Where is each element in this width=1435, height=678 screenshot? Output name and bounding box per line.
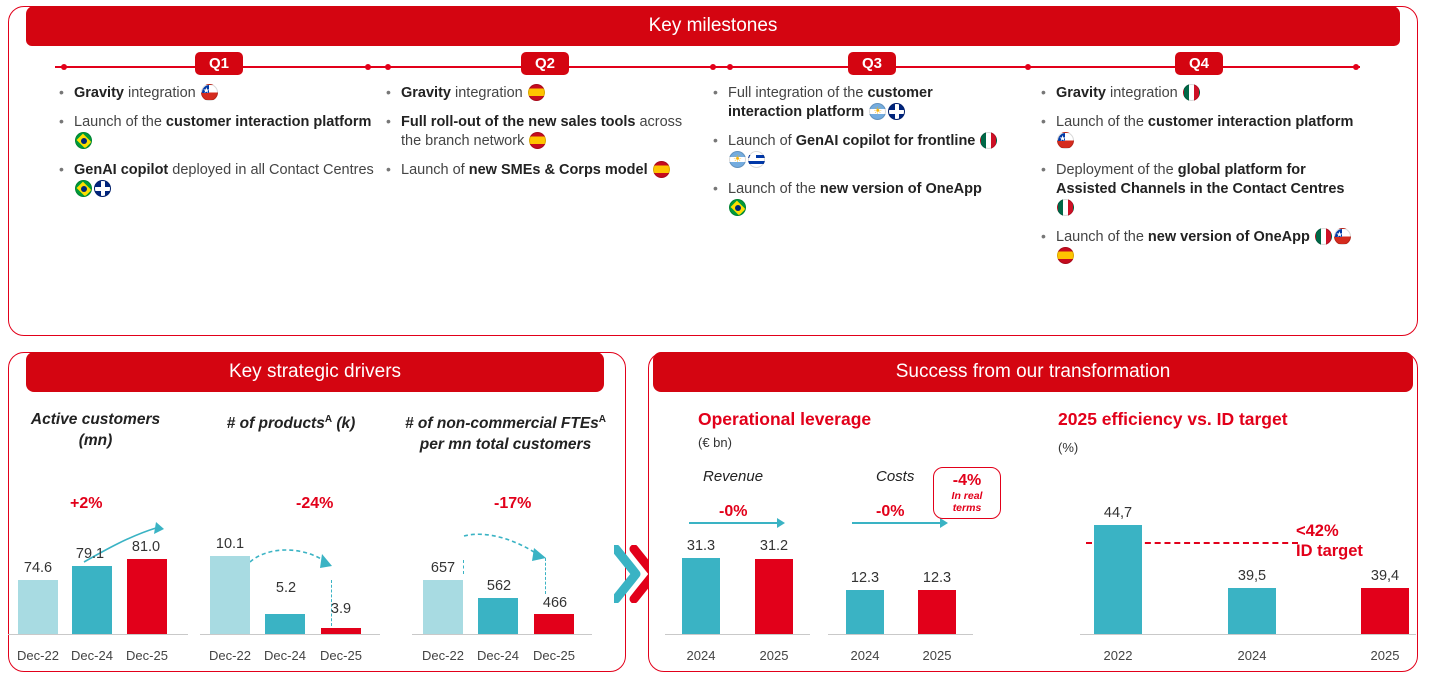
chart2-value-1: 5.2 <box>275 580 297 596</box>
chart2-title: # of products$^A$ (k) <box>226 414 356 433</box>
chart3-value-1: 562 <box>486 578 512 594</box>
milestone-item: • Launch of new SMEs & Corps model <box>383 161 703 180</box>
key-milestones-title: Key milestones <box>648 15 778 36</box>
milestone-item: • Deployment of the global platform for Assisted Channels in the Contact Centres <box>1038 161 1358 218</box>
chart1-delta: +2% <box>70 495 103 512</box>
milestone-list-q3 <box>710 84 1000 218</box>
chart2-xlabel-2: Dec-25 <box>320 648 362 663</box>
op-costs-arrowhead-icon <box>940 518 948 528</box>
chart3-bar-1 <box>478 598 518 634</box>
milestone-item: • Full roll-out of the new sales tools across the branch network <box>383 113 703 151</box>
timeline-dot <box>61 64 67 70</box>
efficiency-value-2: 39,4 <box>1370 568 1400 584</box>
timeline-dot <box>710 64 716 70</box>
op-costs-arrow <box>852 522 940 524</box>
efficiency-title: 2025 efficiency vs. ID target <box>1058 409 1288 429</box>
op-revenue-xlabel-1: 2025 <box>759 648 789 663</box>
timeline-dot <box>1025 64 1031 70</box>
milestone-item: • Gravity integration ★ <box>56 84 376 103</box>
timeline-dot <box>727 64 733 70</box>
chart3-value-2: 466 <box>542 595 568 611</box>
quarter-badge-q4: Q4 <box>1175 52 1223 75</box>
chart3-dash-v2 <box>545 558 546 594</box>
chart1-bar-1 <box>72 566 112 634</box>
efficiency-value-0: 44,7 <box>1103 505 1133 521</box>
chart2-bar-0 <box>210 556 250 634</box>
chart3-bar-2 <box>534 614 574 634</box>
op-series-label-revenue: Revenue <box>703 468 764 485</box>
chart3-axis <box>412 634 592 635</box>
chart3-xlabel-1: Dec-24 <box>477 648 519 663</box>
chart2-value-2: 3.9 <box>330 601 352 617</box>
quarter-column-q1 <box>56 84 376 209</box>
milestone-item: • Full integration of the customer interaction platform ☀ <box>710 84 1000 122</box>
chart3-xlabel-0: Dec-22 <box>422 648 464 663</box>
chart1-value-0: 74.6 <box>23 560 53 576</box>
quarter-column-q2 <box>383 84 703 190</box>
chart1-axis <box>8 634 188 635</box>
chart3-xlabel-2: Dec-25 <box>533 648 575 663</box>
milestone-item: • Launch of the new version of OneApp <box>710 180 1000 218</box>
chart1-bar-0 <box>18 580 58 634</box>
op-leverage-subtitle: (€ bn) <box>698 435 732 450</box>
timeline-dot <box>385 64 391 70</box>
op-revenue-arrow <box>689 522 777 524</box>
key-milestones-header <box>26 6 1400 46</box>
chart2-value-0: 10.1 <box>215 536 245 552</box>
chart1-bar-2 <box>127 559 167 634</box>
chart2-axis <box>200 634 380 635</box>
quarter-badge-q1: Q1 <box>195 52 243 75</box>
efficiency-bar-0 <box>1094 525 1142 634</box>
op-revenue-arrowhead-icon <box>777 518 785 528</box>
op-revenue-delta: -0% <box>719 503 748 520</box>
success-transformation-title: Success from our transformation <box>895 361 1171 382</box>
chart2-xlabel-1: Dec-24 <box>264 648 306 663</box>
key-strategic-drivers-title: Key strategic drivers <box>228 361 402 382</box>
op-costs-value-0: 12.3 <box>850 570 880 586</box>
efficiency-bar-1 <box>1228 588 1276 634</box>
chart3-bar-0 <box>423 580 463 634</box>
op-costs-value-1: 12.3 <box>922 570 952 586</box>
efficiency-xlabel-2: 2025 <box>1370 648 1400 663</box>
chart3-delta: -17% <box>494 495 532 512</box>
op-revenue-axis <box>665 634 810 635</box>
chart1-value-1: 79.1 <box>75 546 105 562</box>
milestone-item: • Launch of the new version of OneApp ★ <box>1038 228 1358 266</box>
success-transformation-header <box>653 352 1413 392</box>
op-revenue-xlabel-0: 2024 <box>686 648 716 663</box>
op-costs-axis <box>828 634 973 635</box>
op-costs-delta: -0% <box>876 503 905 520</box>
chart1-xlabel-1: Dec-24 <box>71 648 113 663</box>
quarter-badge-q3: Q3 <box>848 52 896 75</box>
op-costs-xlabel-1: 2025 <box>922 648 952 663</box>
milestone-item: • Launch of the customer interaction platform ★ <box>1038 113 1358 151</box>
milestone-item: • Gravity integration <box>1038 84 1358 103</box>
key-strategic-drivers-header <box>26 352 604 392</box>
chart1-value-2: 81.0 <box>131 539 161 555</box>
op-revenue-bar-0 <box>682 558 720 634</box>
timeline-dot <box>365 64 371 70</box>
chart2-xlabel-0: Dec-22 <box>209 648 251 663</box>
milestone-list-q4 <box>1038 84 1358 266</box>
quarter-column-q4 <box>1038 84 1358 276</box>
efficiency-axis <box>1080 634 1416 635</box>
chart1-xlabel-2: Dec-25 <box>126 648 168 663</box>
chart2-bar-1 <box>265 614 305 634</box>
real-terms-value: -4% <box>952 472 982 489</box>
timeline-dot <box>1353 64 1359 70</box>
chart2-delta: -24% <box>296 495 334 512</box>
op-leverage-title: Operational leverage <box>698 409 872 429</box>
chart3-value-0: 657 <box>430 560 456 576</box>
milestone-item: • Launch of GenAI copilot for frontline ☀ <box>710 132 1000 170</box>
real-terms-callout <box>933 467 1001 519</box>
milestone-item: • Launch of the customer interaction platform <box>56 113 376 151</box>
op-revenue-bar-1 <box>755 559 793 634</box>
milestone-item: • GenAI copilot deployed in all Contact Centres <box>56 161 376 199</box>
chart3-title: # of non-commercial FTEs$^A$ per mn total customers <box>404 414 607 454</box>
op-costs-bar-1 <box>918 590 956 634</box>
efficiency-xlabel-0: 2022 <box>1103 648 1133 663</box>
op-revenue-value-1: 31.2 <box>759 538 789 554</box>
quarter-timeline <box>55 55 1360 72</box>
real-terms-note: In real terms <box>951 490 983 514</box>
op-costs-bar-0 <box>846 590 884 634</box>
chart1-xlabel-0: Dec-22 <box>17 648 59 663</box>
milestone-item: • Gravity integration <box>383 84 703 103</box>
efficiency-value-1: 39,5 <box>1237 568 1267 584</box>
op-costs-xlabel-0: 2024 <box>850 648 880 663</box>
efficiency-xlabel-1: 2024 <box>1237 648 1267 663</box>
quarter-column-q3 <box>710 84 1000 228</box>
quarter-badge-q2: Q2 <box>521 52 569 75</box>
milestone-list-q1 <box>56 84 376 199</box>
efficiency-bar-2 <box>1361 588 1409 634</box>
milestone-list-q2 <box>383 84 703 180</box>
id-target-label: <42% ID target <box>1296 522 1363 560</box>
efficiency-subtitle: (%) <box>1058 440 1079 455</box>
op-revenue-value-0: 31.3 <box>686 538 716 554</box>
op-series-label-costs: Costs <box>876 468 915 485</box>
chart1-title: Active customers (mn) <box>30 411 161 449</box>
